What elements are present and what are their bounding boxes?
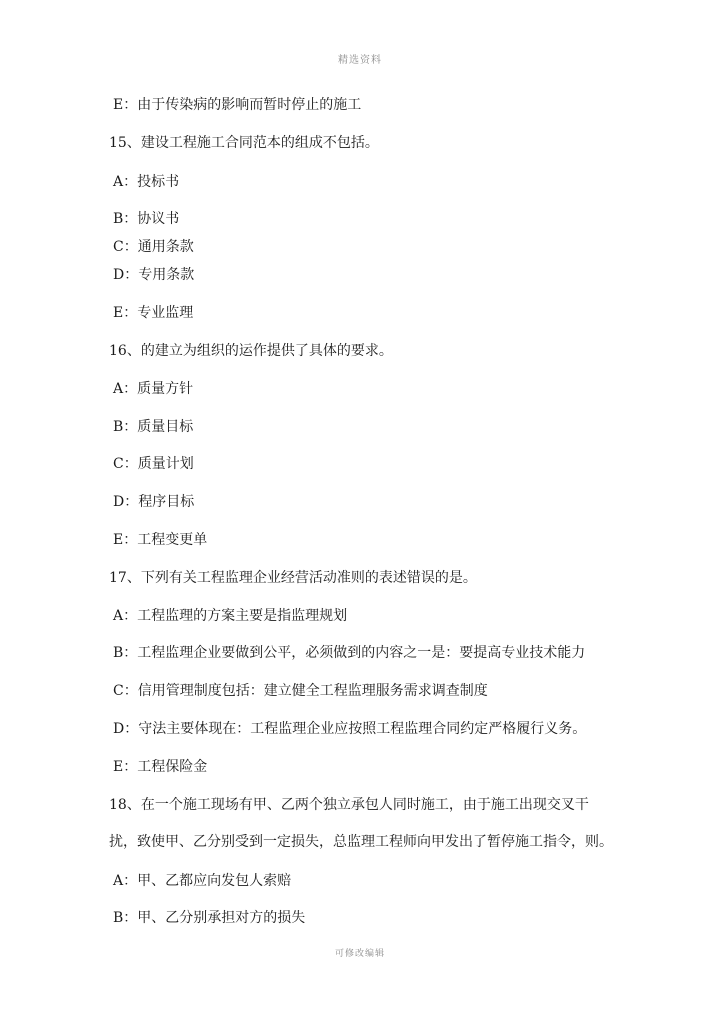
option-q16-d: D：程序目标 — [113, 494, 195, 510]
question-16: 16、的建立为组织的运作提供了具体的要求。 — [109, 343, 393, 359]
question-15: 15、建设工程施工合同范本的组成不包括。 — [109, 135, 379, 151]
option-q17-a: A：工程监理的方案主要是指监理规划 — [113, 608, 348, 624]
option-q15-b: B：协议书 — [113, 211, 180, 227]
option-q15-e: E：专业监理 — [113, 305, 194, 321]
option-q14-e: E：由于传染病的影响而暂时停止的施工 — [113, 97, 362, 113]
option-q15-c: C：通用条款 — [113, 239, 194, 255]
option-q15-a: A：投标书 — [113, 174, 180, 190]
option-q17-d: D：守法主要体现在：工程监理企业应按照工程监理合同约定严格履行义务。 — [113, 721, 587, 737]
option-q16-c: C：质量计划 — [113, 456, 194, 472]
page-footer: 可修改编辑 — [334, 949, 385, 959]
option-q16-e: E：工程变更单 — [113, 532, 208, 548]
option-q16-a: A：质量方针 — [113, 381, 194, 397]
option-q17-e: E：工程保险金 — [113, 759, 208, 775]
option-q16-b: B：质量目标 — [113, 419, 194, 435]
option-q18-b: B：甲、乙分别承担对方的损失 — [113, 910, 306, 926]
page-header: 精选资料 — [338, 55, 382, 66]
option-q18-a: A：甲、乙都应向发包人索赔 — [113, 873, 292, 889]
question-18-continuation: 扰，致使甲、乙分别受到一定损失，总监理工程师向甲发出了暂停施工指令，则。 — [109, 834, 613, 850]
option-q17-b: B：工程监理企业要做到公平，必须做到的内容之一是：要提高专业技术能力 — [113, 645, 586, 661]
option-q17-c: C：信用管理制度包括：建立健全工程监理服务需求调查制度 — [113, 683, 488, 699]
option-q15-d: D：专用条款 — [113, 267, 195, 283]
question-17: 17、下列有关工程监理企业经营活动准则的表述错误的是。 — [109, 570, 477, 586]
question-18: 18、在一个施工现场有甲、乙两个独立承包人同时施工，由于施工出现交叉干 — [109, 797, 589, 813]
